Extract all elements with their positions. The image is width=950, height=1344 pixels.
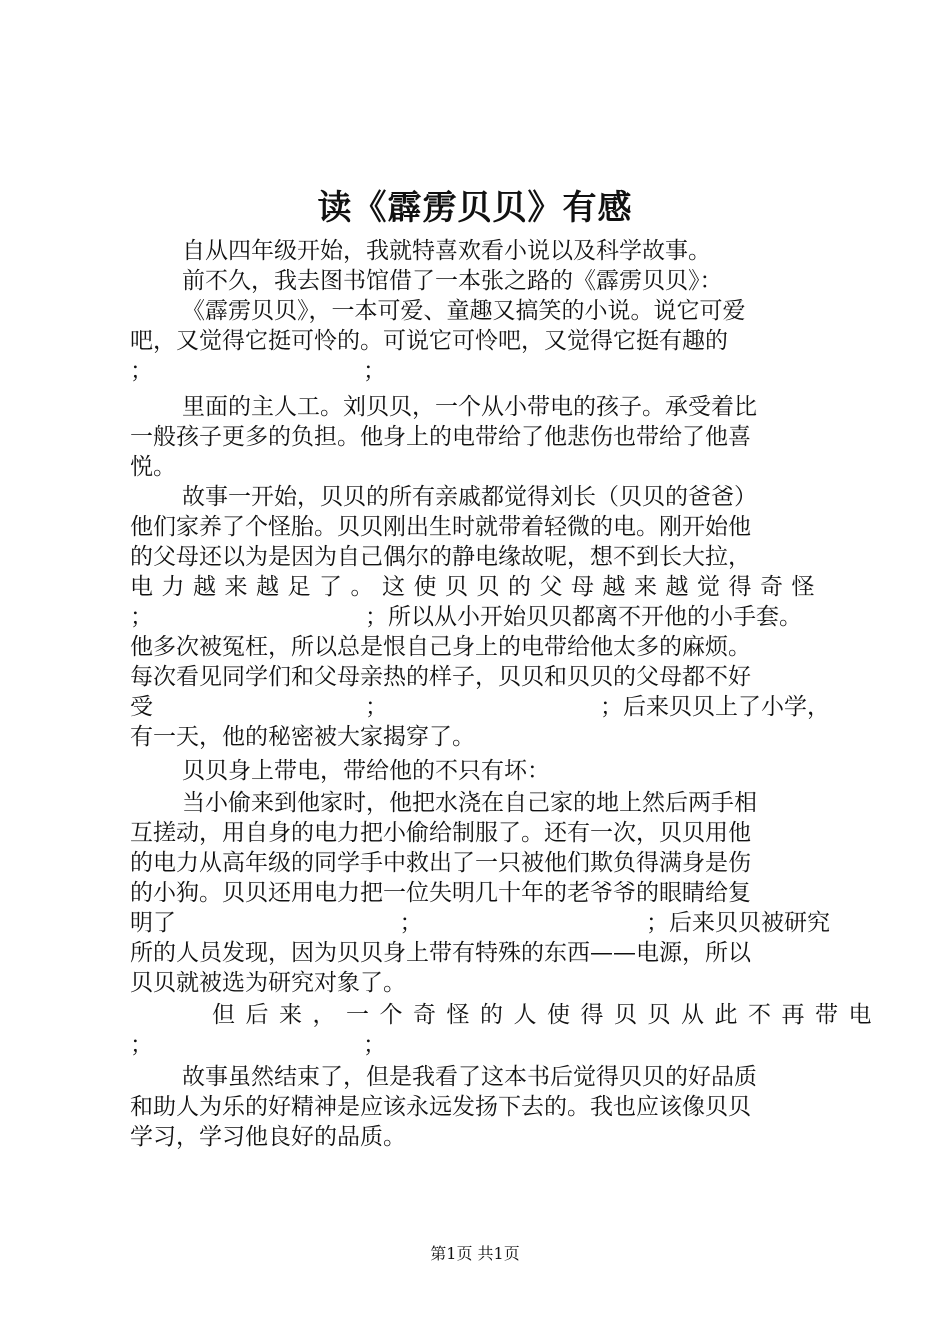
text-line [130,356,830,386]
text-line: 《霹雳贝贝》，一本可爱、童趣又搞笑的小说。说它可爱 [182,298,746,324]
text-line: 但后来，一个奇怪的人使得贝贝从此不再带电 [212,1002,882,1028]
text-line: 故事一开始，贝贝的所有亲戚都觉得刘长（贝贝的爸爸） [182,484,757,510]
text-line: 所的人员发现，因为贝贝身上带有特殊的东西——电源，所以 [130,940,751,966]
text-line: 的父母还以为是因为自己偶尔的静电缘故呢，想不到长大拉， [130,544,751,570]
text-line: 里面的主人工。刘贝贝，一个从小带电的孩子。承受着比 [182,394,757,420]
text-line: 当小偷来到他家时，他把水浇在自己家的地上然后两手相 [182,790,757,816]
text-line: 学习，学习他良好的品质。 [130,1124,406,1150]
text-line [130,1030,830,1060]
text-segment: ； [365,694,388,720]
text-line: 他多次被冤枉，所以总是恨自己身上的电带给他太多的麻烦。 [130,634,751,660]
text-segment: ；后来贝贝被研究 [646,910,830,936]
text-segment: ； [130,358,153,384]
text-line: 贝贝就被选为研究对象了。 [130,970,406,996]
text-line: 悦。 [130,454,176,480]
text-segment: ； [399,910,423,936]
text-line: 的小狗。贝贝还用电力把一位失明几十年的老爷爷的眼睛给复 [130,880,751,906]
text-line: 他们家养了个怪胎。贝贝刚出生时就带着轻微的电。刚开始他 [130,514,751,540]
text-segment: 明了 [130,910,176,936]
text-line [130,908,830,938]
text-segment: ；所以从小开始贝贝都离不开他的小手套。 [365,604,802,630]
text-segment: 受 [130,694,153,720]
text-line: 自从四年级开始，我就特喜欢看小说以及科学故事。 [182,238,711,264]
text-segment: ； [130,604,153,630]
text-segment: ； [130,1032,153,1058]
text-segment: ； [363,1032,386,1058]
page-title: 读《霹雳贝贝》有感 [317,188,633,228]
text-line: 的电力从高年级的同学手中救出了一只被他们欺负得满身是伤 [130,850,751,876]
text-segment: ； [363,358,386,384]
page-footer: 第1页 共1页 [430,1244,520,1263]
text-segment: ；后来贝贝上了小学， [600,694,830,720]
text-line: 一般孩子更多的负担。他身上的电带给了他悲伤也带给了他喜 [130,424,751,450]
text-line: 和助人为乐的好精神是应该永远发扬下去的。我也应该像贝贝 [130,1094,751,1120]
text-line: 贝贝身上带电，带给他的不只有坏： [182,758,550,784]
text-line: 有一天，他的秘密被大家揭穿了。 [130,724,475,750]
text-line: 前不久，我去图书馆借了一本张之路的《霹雳贝贝》： [182,268,723,294]
text-line: 吧，又觉得它挺可怜的。可说它可怜吧，又觉得它挺有趣的 [130,328,728,354]
text-line: 故事虽然结束了，但是我看了这本书后觉得贝贝的好品质 [182,1064,757,1090]
text-line [130,692,830,722]
text-line: 互搓动，用自身的电力把小偷给制服了。还有一次，贝贝用他 [130,820,751,846]
text-line [130,602,830,632]
text-line: 电力越来越足了。这使贝贝的父母越来越觉得奇怪 [130,574,823,600]
text-line: 每次看见同学们和父母亲热的样子，贝贝和贝贝的父母都不好 [130,664,751,690]
